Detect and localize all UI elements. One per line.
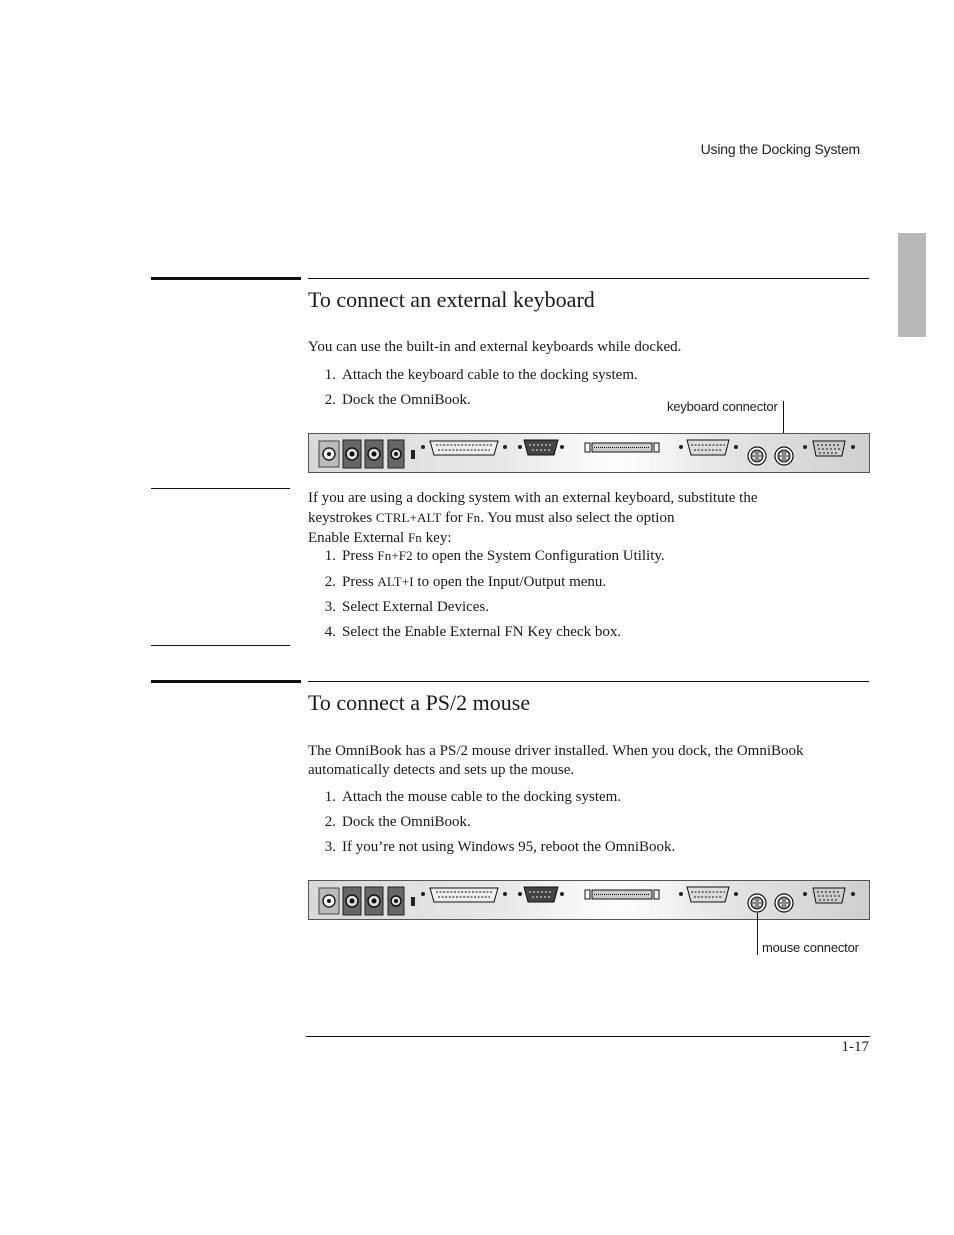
keyboard-steps [308,366,638,416]
list-item: 2. Press ALT+I to open the Input/Output menu. [324,574,607,590]
section-rule-right [308,681,869,682]
note-line: Enable External Fn key: [308,530,452,546]
page-number: 1-17 [841,1039,869,1055]
list-item: 1. Attach the mouse cable to the docking system. [324,789,622,805]
key-ctrl-alt: CTRL+ALT [375,510,442,525]
list-item: 1. Press Fn+F2 to open the System Configuration Utility. [324,548,665,564]
list-item: 4. Select the Enable External FN Key check box. [324,624,622,640]
mouse-connector-callout: mouse connector [762,940,859,955]
docking-panel-illustration [308,433,870,473]
list-item: 3. Select External Devices. [324,599,490,615]
footer-rule [306,1036,870,1037]
mouse-steps [308,788,675,863]
key-fn: Fn [407,530,422,545]
key-fn: Fn [466,510,481,525]
keyboard-connector-callout: keyboard connector [667,399,778,414]
section-title-keyboard: To connect an external keyboard [308,287,595,312]
mouse-callout-leader [757,913,758,955]
docking-panel-illustration [308,880,870,920]
list-item: 3. If you’re not using Windows 95, reboot the OmniBook. [324,839,676,855]
section-rule-left [151,680,301,683]
list-item: 2. Dock the OmniBook. [324,814,471,830]
keyboard-intro: You can use the built-in and external keyboards while docked. [308,339,682,355]
list-item: 2. Dock the OmniBook. [324,392,471,408]
running-header: Using the Docking System [700,141,860,157]
section-title-mouse: To connect a PS/2 mouse [308,690,531,715]
note-rule-top [151,488,290,489]
note-line: keystrokes CTRL+ALT for Fn. You must also select the option [308,510,675,526]
thumb-tab [898,233,926,337]
note-text [308,489,868,548]
mouse-intro: The OmniBook has a PS/2 mouse driver installed. When you dock, the OmniBook automatically detects and sets up the mouse. [308,743,804,778]
note-line: If you are using a docking system with an external keyboard, substitute the [308,490,758,506]
list-item: 1. Attach the keyboard cable to the docking system. [324,367,638,383]
note-steps [308,546,665,648]
note-rule-bottom [151,645,290,646]
section-rule-right [308,278,869,279]
section-rule-left [151,277,301,280]
